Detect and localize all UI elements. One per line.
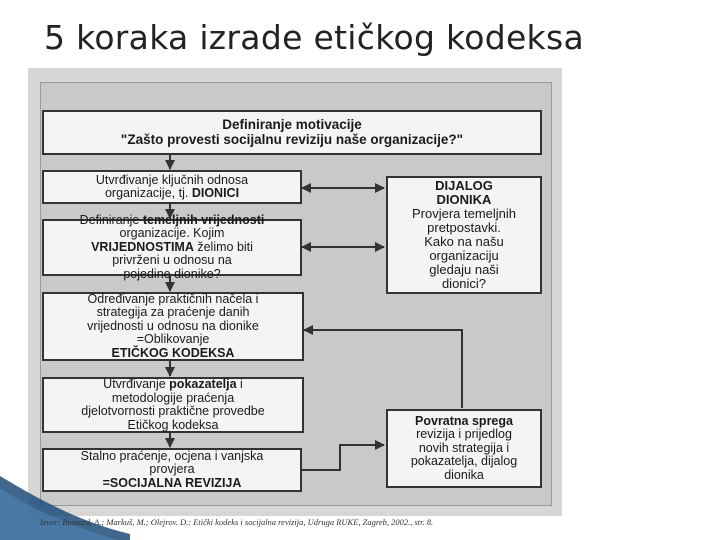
dialogue-line3: Provjera temeljnih [411,205,517,221]
values-line1-bold: temeljnih vrijednosti [142,212,265,227]
values-line3-bold: VRIJEDNOSTIMA [91,239,194,254]
values-line5: pojedine dionike? [123,266,221,281]
values-line1-prefix: Definiranje [79,212,143,227]
feedback-line5: dionika [444,467,484,482]
dialogue-line6: organizaciju [429,248,499,264]
principles-line2: strategija za praćenje danih [96,305,250,320]
feedback-line2: revizija i prijedlog [416,427,512,442]
stakeholders-line2-bold: DIONICI [191,186,240,200]
box-dialogue [386,176,542,294]
box-feedback [386,409,542,488]
dialogue-line2: DIONIKA [436,191,492,207]
slide-title: 5 koraka izrade etičkog kodeksa [44,18,584,57]
indicators-line1 [103,378,243,392]
indicators-line4: Etičkog kodeksa [127,417,219,432]
stakeholders-line1: Utvrđivanje ključnih odnosa [95,172,249,187]
stakeholders-line2 [105,187,239,201]
indicators-line1-prefix: Utvrđivanje [103,377,170,391]
dialogue-line1: DIJALOG [435,177,493,193]
dialogue-line5: Kako na našu [424,234,504,249]
indicators-line2: metodologije praćenja [111,390,235,405]
values-line3 [91,241,253,255]
box-values [42,212,302,281]
values-line4: privrženi u odnosu na [112,253,232,268]
principles-line5: ETIČKOG KODEKSA [111,345,235,360]
principles-line4: =Oblikovanje [136,332,210,347]
indicators-line1-bold: pokazatelja [169,377,237,391]
indicators-line3: djelotvornosti praktične provedbe [81,404,265,418]
indicators-line1-suffix: i [236,377,243,391]
box-stakeholders [42,170,302,204]
feedback-line4: pokazatelja, dijalog [410,454,518,469]
principles-line1: Određivanje praktičnih načela i [87,291,259,306]
source-citation: Izvor: Bussard, A.; Markuš, M.; Olejrov. D.: Etički kodeks i socijalna revizija, Udruga RUKE, Zagreb, 2002., str. 8. [40,517,434,527]
audit-line2: provjera [149,462,195,477]
box-principles [42,292,304,361]
motivation-line1: Definiranje motivacije [222,116,362,132]
box-motivation [42,110,542,155]
corner-accent-decoration [0,470,130,540]
feedback-line3: novih strategija i [418,440,510,455]
dialogue-line4: pretpostavki. [427,219,501,235]
values-line1 [80,214,265,228]
motivation-line2: "Zašto provesti socijalnu reviziju naše organizacije?" [120,131,464,147]
box-indicators [42,377,304,433]
audit-line1: Stalno praćenje, ocjena i vanjska [80,448,264,463]
feedback-line1: Povratna sprega [415,413,513,428]
values-line3-suffix: želimo biti [193,239,253,254]
audit-line3: =SOCIJALNA REVIZIJA [102,475,242,490]
dialogue-line7: gledaju naši [429,262,499,278]
principles-line3: vrijednosti u odnosu na dionike [87,318,259,333]
values-line2: organizacije. Kojim [119,226,225,241]
dialogue-line8: dionici? [441,276,487,292]
stakeholders-line2-prefix: organizacije, tj. [104,186,192,200]
